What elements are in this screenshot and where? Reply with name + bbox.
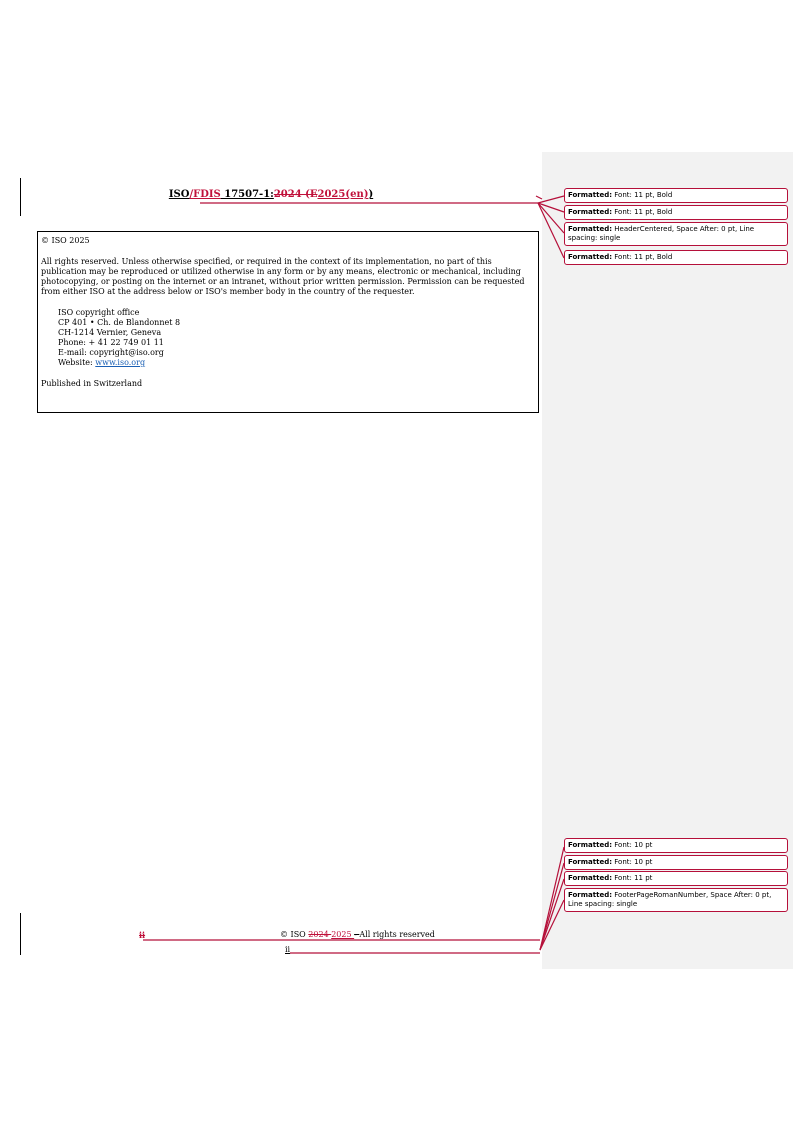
balloon-label: Formatted: — [568, 253, 613, 261]
format-balloon[interactable] — [564, 855, 788, 870]
balloon-text: FooterPageRomanNumber, Space After: 0 pt, Line spacing: single — [568, 891, 772, 908]
format-balloon[interactable] — [564, 838, 788, 853]
format-balloon[interactable] — [564, 888, 788, 912]
balloon-label: Formatted: — [568, 891, 613, 899]
header-new-year: 2025(en) — [317, 189, 369, 200]
balloon-text: Font: 11 pt, Bold — [612, 208, 673, 216]
balloon-text: Font: 11 pt, Bold — [612, 191, 673, 199]
footer-dash: - — [354, 930, 360, 939]
address-line: Phone: + 41 22 749 01 11 — [58, 338, 164, 347]
footer-rights: All rights reserved — [359, 930, 435, 939]
balloon-text: Font: 11 pt, Bold — [612, 253, 673, 261]
format-balloon[interactable] — [564, 222, 788, 246]
balloon-text: HeaderCentered, Space After: 0 pt, Line spacing: single — [568, 225, 755, 242]
footer-page-deleted: ii — [139, 930, 146, 940]
website-link[interactable]: www.iso.org — [95, 358, 146, 367]
format-balloon[interactable] — [564, 250, 788, 265]
rights-paragraph: All rights reserved. Unless otherwise specified, or required in the context of its implementation, no part of this publication may be reproduced or utilized otherwise in any form or by any means, electronic or mechanical, including photocopying, or posting on the internet or an intranet, without prior written permission. Permission can be requested from either ISO at the address below or ISO's member body in the country of the requester. — [41, 257, 525, 296]
published-line: Published in Switzerland — [41, 379, 143, 388]
balloon-text: Font: 10 pt — [612, 858, 653, 866]
format-balloon[interactable] — [564, 871, 788, 886]
header-number: 17507-1: — [220, 189, 274, 200]
balloon-label: Formatted: — [568, 191, 613, 199]
balloon-label: Formatted: — [568, 225, 613, 233]
format-balloon[interactable] — [564, 188, 788, 203]
address-line: CP 401 • Ch. de Blandonnet 8 — [58, 318, 181, 327]
header-old-year: 2024 (E — [273, 189, 318, 200]
footer-old-year: 2024 — [308, 930, 332, 939]
balloon-label: Formatted: — [568, 841, 613, 849]
balloon-text: Font: 10 pt — [612, 841, 653, 849]
copyright-line: © ISO 2025 — [41, 236, 90, 245]
address-line: ISO copyright office — [58, 308, 140, 317]
website-label: Website: — [58, 358, 96, 367]
footer-copy-prefix: © ISO — [280, 930, 309, 939]
address-line: CH-1214 Vernier, Geneva — [58, 328, 162, 337]
footer-page-inserted: ii — [285, 945, 291, 954]
address-line: E-mail: copyright@iso.org — [58, 348, 164, 357]
header-iso: ISO — [168, 189, 190, 200]
balloon-label: Formatted: — [568, 874, 613, 882]
header-close: ) — [368, 189, 374, 200]
balloon-label: Formatted: — [568, 858, 613, 866]
footer-new-year: 2025 — [331, 930, 355, 939]
format-balloon[interactable] — [564, 205, 788, 220]
balloon-text: Font: 11 pt — [612, 874, 653, 882]
header-fdis: /FDIS — [189, 189, 221, 200]
balloon-label: Formatted: — [568, 208, 613, 216]
